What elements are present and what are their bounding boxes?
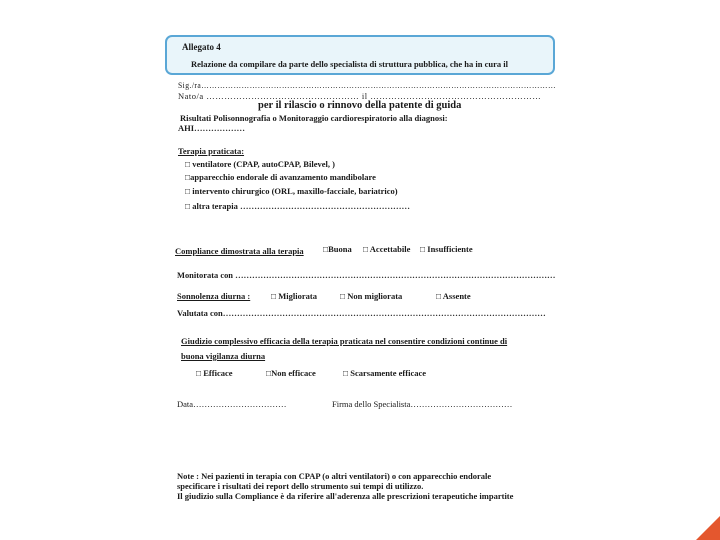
compliance-option-good: □Buona <box>323 244 352 254</box>
therapy-option-surgery: □ intervento chirurgico (ORL, maxillo-facciale, bariatrico) <box>185 186 398 196</box>
judgement-option-not-effective: □Non efficace <box>266 368 316 378</box>
sleepiness-option-absent: □ Assente <box>436 291 471 301</box>
sleepiness-label: Sonnolenza diurna : <box>177 291 251 301</box>
corner-accent <box>696 516 720 540</box>
judgement-line-2: buona vigilanza diurna <box>181 351 266 361</box>
birth-field: Nato/a …………………………………………… il ………………………………………………… <box>178 91 542 101</box>
therapy-option-ventilator: □ ventilatore (CPAP, autoCPAP, Bilevel, ) <box>185 159 335 169</box>
sleepiness-option-improved: □ Migliorata <box>271 291 317 301</box>
compliance-option-acceptable: □ Accettabile <box>363 244 411 254</box>
attachment-title: Allegato 4 <box>182 42 221 52</box>
ahi-field: AHI……………… <box>178 123 246 133</box>
date-field: Data…………………………… <box>177 399 287 409</box>
document-header <box>165 35 555 75</box>
patient-name-field: Sig./ra…………………………………………………………………………………………………………………… <box>178 80 557 90</box>
sleepiness-option-not-improved: □ Non migliorata <box>340 291 403 301</box>
therapy-option-oral-device: □apparecchio endorale di avanzamento mandibolare <box>185 172 376 182</box>
compliance-option-insufficient: □ Insufficiente <box>420 244 473 254</box>
therapy-option-other: □ altra terapia …………………………………………………… <box>185 201 410 211</box>
diagnosis-results-label: Risultati Polisonnografia o Monitoraggio cardiorespiratorio alla diagnosi: <box>180 113 448 123</box>
judgement-option-poorly-effective: □ Scarsamente efficace <box>343 368 427 378</box>
notes-line-1: Note : Nei pazienti in terapia con CPAP (o altri ventilatori) o con apparecchio endorale <box>177 471 492 481</box>
notes-line-3: Il giudizio sulla Compliance è da riferire all'aderenza alle prescrizioni terapeutiche impartite <box>177 491 514 501</box>
report-subtitle: Relazione da compilare da parte dello specialista di struttura pubblica, che ha in cura il <box>191 59 508 69</box>
compliance-label: Compliance dimostrata alla terapia <box>175 246 304 256</box>
monitored-with-field: Monitorata con …………………………………………………………………………………………………… <box>177 270 556 280</box>
therapy-heading: Terapia praticata: <box>178 146 245 156</box>
notes-line-2: specificare i risultati dei report dello strumento sui tempi di utilizzo. <box>177 481 424 491</box>
evaluated-with-field: Valutata con…………………………………………………………………………………………………… <box>177 308 546 318</box>
license-purpose: per il rilascio o rinnovo della patente di guida <box>258 100 462 111</box>
specialist-signature-field: Firma dello Specialista……………………………… <box>332 399 513 409</box>
judgement-option-effective: □ Efficace <box>196 368 233 378</box>
judgement-line-1: Giudizio complessivo efficacia della terapia praticata nel consentire condizioni continue di <box>181 336 508 346</box>
